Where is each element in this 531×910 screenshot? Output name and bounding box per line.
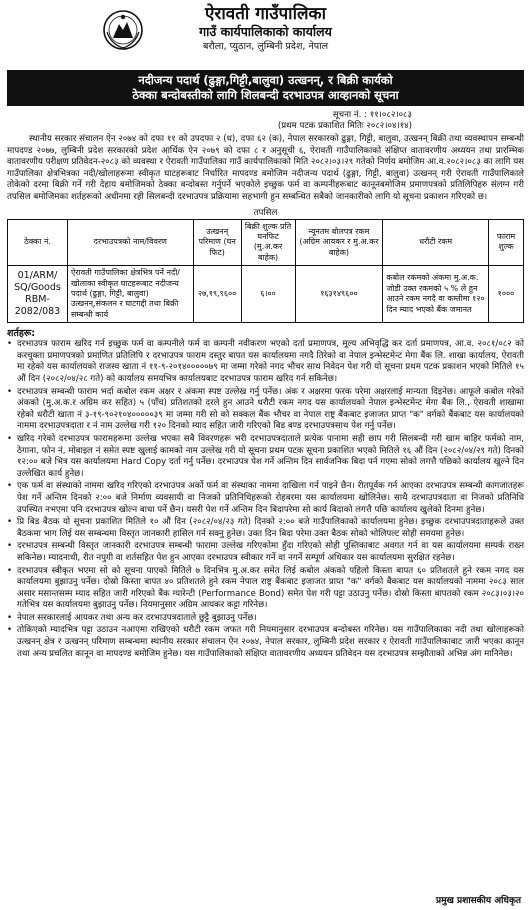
terms-list xyxy=(7,339,524,660)
notice-title-banner xyxy=(7,70,524,106)
office-name: गाउँ कार्यपालिकाको कार्यालय xyxy=(199,24,332,39)
signature-title: प्रमुख प्रशासकीय अधिकृत xyxy=(435,896,521,906)
schedule-label: तपसिल xyxy=(253,207,278,218)
list-item: • दरभाउपत्र सम्बन्धी फाराम भर्दा कबोल रकम अक्षर र अंकमा स्पष्ट उल्लेख गर्नु पर्नेछ। अंक र अक्षरमा फरक परेमा अक्षरलाई मान्यता दिइनेछ। आफूले कबोल गरेको अंकको (मु.अ.क.र अग्रिम कर सहित) ५ (पाँच) प्रतिशतको दरले हुन आउने धरौटी रकम नगद यस कार्यालयको नेपाल इन्भेस्टमेन्ट मेगा बैंक लि., ऐरावती शाखामा रहेको धरौटी खाता नं ३-१९-९०२१०४०००००३९ मा जम्मा गरी सो को सक्कल बैंक भौचर वा नेपाल राष्ट्र बैंकबाट इजाजत प्राप्त "क" वर्गको बैंकबाट यस कार्यालयको नाममा दरभाउपत्रदाता र नं नाम उल्लेख गरी १२० दिनको म्याद सहित जारी गरिएको बिड बण्ड दरभाउपत्रसाथ पेश गर्नु पर्नेछ। xyxy=(7,387,524,433)
col-header-quantity: उत्खनन् परिमाण (घन फिट) xyxy=(193,219,241,266)
table-header-row xyxy=(8,219,524,266)
table-row xyxy=(8,266,524,323)
notice-reference xyxy=(7,110,524,132)
list-item: • एक फर्म वा संस्थाको नाममा खरिद गरिएको दरभाउपत्र अर्को फर्म वा संस्थाका नाममा दाखिला गर्न पाइने छैन। रीतपूर्वक गर्न आएका दरभाउपत्र सम्बन्धी कागजातहरू पेश गर्ने अन्तिम दिनको २:०० बजे निर्माण व्यवसायी वा निजको प्रतिनिधिहरूको रोहबरमा यस कार्यालयमा खोलिनेछ। साथै दरभाउपत्रदाता वा निजको प्रतिनिधि उपस्थित नभएमा पनि दरभाउपत्र खोल्न बाधा पर्ने छैन। यसरी पेश गर्ने अन्तिम दिन बिदापरेमा सो कार्य बिदाको लगत्तै पछि कार्यालय खुलेको दिनमा हुनेछ। xyxy=(7,481,524,516)
col-header-min-bid: न्यूनतम बोलपत्र रकम (अग्रिम आयकर र मु.अ.कर बाहेक) xyxy=(295,219,383,266)
contract-table xyxy=(7,219,524,324)
list-item: • दरभाउपत्र सम्बन्धी विस्तृत जानकारी दरभाउपत्र सम्बन्धी फारामा उल्लेख गरिएकोमा हुँदा गरिएको सोही पुस्तिकाबाट अवगत गर्न वा यस कार्यालयमा सम्पर्क राख्न सकिनेछ। म्यादनाधी, रीत नपुगी वा शर्तसहित पेश हुन आएका दरभाउपत्र स्वीकार गर्ने वा नगर्ने सम्पूर्ण अधिकार यस कार्यालयमा सुरक्षित रहनेछ। xyxy=(7,541,524,564)
col-header-rate: बिक्री शुल्क प्रति घनफिट (मु.अ.कर बाहेक) xyxy=(241,219,295,266)
nepal-government-emblem-icon xyxy=(99,8,147,52)
list-item: • प्रि बिड बैठक यो सूचना प्रकाशित मितिले १० औं दिन (२०८२/०४/२३ गते) दिनको २:०० बजे गाउँपालिकाको कार्यालयमा हुनेछ। इच्छुक दरभाउपत्रदाताहरूले उक्त बैठकमा भाग लिई यस सम्बन्धमा विस्तृत जानकारी हासिल गर्न सक्नु हुनेछ। उक्त दिन बिदा परेमा उक्त बैठक सोको भोलिपल्ट सोही समयमा हुनेछ। xyxy=(7,517,524,540)
cell-form-fee: १००० xyxy=(489,266,524,323)
intro-paragraph: स्थानीय सरकार संचालन ऐन २०७४ को दफा ११ को उपदफा २ (ध), दफा ६२ (क), नेपाल सरकारको ढुङ्गा, गिट्टी, बालुवा, उत्खनन् बिक्री तथा व्यवस्थापन सम्बन्धी मापदण्ड २०७७, लुम्बिनी प्रदेश सरकारको प्रदेश आर्थिक ऐन २०७९ को दफा ८ र अनुसूची ६, ऐरावती गाउँपालिकाको संक्षिप्त वातावरणीय अध्ययन तथा प्रारम्भिक वातावरणीय परीक्षण प्रतिवेदन-२०८३ को व्यवस्था र ऐरावती गाउँपालिका गाउँ कार्यपालिकाको मिति २०८२।०३।२९ गतेको निर्णय बमोजिम आ.व.२०८२।०८३ का लागि यस गाउँपालिका क्षेत्रभित्रका नदी/खोलाहरूमा स्वीकृत घाटहरूबाट निर्धारित मापदण्ड बमोजिम नदीजन्य पदार्थ (ढुङ्गा, गिट्टी, बालुवा) उत्खनन् गरी ऐरावती गाउँपालिकाले तोकेको दरमा बिक्री गर्ने गरी देहाय बमोजिमको ठेक्का बन्दोबस्त गर्नुपर्ने भएकोले इच्छुक फर्म वा कम्पनीहरूबाट कानूनबमोजिम प्रमाणपत्रको प्रतिलिपिहरु संलग्न गरी तपसिल बमोजिमका शर्तहरूको अधीनमा रही सिलबन्दी दरभाउपत्र प्रक्रियामा सहभागी हुन सम्बन्धित सबैको जानकारीको लागि यो सूचना प्रकाशन गरिएको छ। xyxy=(7,134,524,202)
cell-min-bid: १६३१४९६०० xyxy=(295,266,383,323)
col-header-contract-no: ठेक्का नं. xyxy=(8,219,68,266)
cell-description: ऐरावती गाउँपालिका क्षेत्रभित्र पर्ने नदी/खोलाका स्वीकृत घाटहरूबाट नदीजन्य पदार्थ (ढुङ्गा, गिट्टी, बालुवा) उत्खनन्,संकलन र घाटगद्दी तथा बिक्री सम्बन्धी कार्य xyxy=(67,266,193,323)
municipality-name: ऐरावती गाउँपालिका xyxy=(205,4,326,24)
list-item: • दरभाउपत्र फाराम खरिद गर्न इच्छुक फर्म वा कम्पनीले फर्म वा कम्पनी नवीकरण भएको दर्ता प्रमाणपत्र, मूल्य अभिवृद्धि कर दर्ता प्रमाणपत्र, आ.व. २०८१/०८२ को करचुक्ता प्रमाणपत्रको प्रमाणित प्रतिलिपि र दरभाउपत्र फाराम दस्तुर बापत यस कार्यालयमा नगदै तिरेको वा नेपाल इन्भेस्टमेन्ट मेगा बैंक लि. शाखा कार्यालय, ऐरावती मा रहेको यस कार्यालयको राजस्व खाता नं ११-९-२०१४०००००७९ मा जम्मा गरेको नगद भौचर साथ निवेदन पेश गरी यो सूचना प्रथम पटक प्रकाशन भएको मितिले १५ औं दिन (२०८२/०४/२८ गते) को कार्यालय समयभित्र कार्यालयबाट दरभाउपत्र फाराम खरिद गर्न सकिनेछ। xyxy=(7,339,524,385)
notice-number: सूचना नं. : ११।०८२।०८३ xyxy=(332,110,412,120)
list-item: • खरिद गरेको दरभाउपत्र फारामहरूमा उल्लेख भएका सबै विवरणहरू भरी दरभाउपत्रदाताले प्रत्येक पानामा सही छाप गरी सिलबन्दी गरी खाम बाहिर फर्मको नाम, ठेगाना, फोन नं, मोबाइल नं समेत स्पष्ट खुलाई कामको नाम उल्लेख गरी यो सूचना प्रथम पटक सूचना प्रकाशित भएको मितिले १६ औं दिन (२०८२/०४/२९ गते) दिनको १२:०० बजे भित्र यस कार्यालयमा Hard Copy दर्ता गर्नु पर्नेछ। दरभाउपत्र पेश गर्ने अन्तिम दिन सार्वजनिक बिदा पर्न गएमा सोको लगत्तै पछिको कार्यालय खुल्ने दिन उल्लेखित कार्य हुनेछ। xyxy=(7,434,524,480)
col-header-description: दरभाउपत्रको नाम/विवरण xyxy=(67,219,193,266)
cell-contract-no: 01/ARM/ SQ/Goods RBM- 2082/083 xyxy=(8,266,68,323)
letterhead xyxy=(7,4,524,68)
cell-rate: ६।०० xyxy=(241,266,295,323)
notice-title-line2: ठेक्का बन्दोबस्तीको लागि शिलबन्दी दरभाउपत्र आव्हानको सूचना xyxy=(132,88,399,102)
list-item: • दरभाउपत्र स्वीकृत भएमा सो को सूचना पाएको मितिले ७ दिनभित्र मु.अ.कर समेत लिई कबोल अंकको पहिलो किस्ता बापत ६० प्रतिशतले हुने रकम नगद यस कार्यालयमा बुझाउनु पर्नेछ। दोस्रो किस्ता बापत ४० प्रतिशतले हुने रकम नेपाल राष्ट्र बैंकबाट इजाजत प्राप्त "क" वर्गको बैंकबाट यस कार्यालयको नाममा २०८३ साल असार मसान्तसम्म म्याद सहित जारी गरिएको बैंक ग्यारेन्टी (Performance Bond) समेत पेश गरी पट्टा उठाउनु पर्नेछ। दोस्रो किस्ता बापतको रकम २०८३।०३।२० गतेभित्र यस कार्यालयमा बुझाउनु पर्नेछ। नियमानुसार अग्रिम आयकर कट्टा गरिनेछ। xyxy=(7,566,524,612)
col-header-form-fee: फाराम शुल्क xyxy=(489,219,524,266)
notice-publish-date: (प्रथम पटक प्रकाशित मितिः २०८२।०४।१४) xyxy=(277,121,412,131)
notice-title-line1: नदीजन्य पदार्थ (ढुङ्गा,गिट्टी,बालुवा) उत्खनन्, र बिक्री कार्यको xyxy=(138,73,393,87)
col-header-deposit: धरौटी रकम xyxy=(383,219,489,266)
list-item: • तोकिएको म्यादभित्र पट्टा उठाउन नआएमा राखिएको धरौटी रकम जफत गरी नियमानुसार दरभाउपत्र बन्दोबस्त गरिनेछ। यस गाउँपालिकाका नदी तथा खोलाहरूको उत्खनन् क्षेत्र र उत्खनन् परिमाण सम्बन्धमा स्थानीय सरकार संचालन ऐन २०७४, नेपाल सरकार, लुम्बिनी प्रदेश सरकार र ऐरावती गाउँपालिकाबाट जारी भएका कानून तथा अन्य प्रचलित कानून वा मापदण्ड बमोजिम हुनेछ। यस गाउँपालिकाको संक्षिप्त वातावरणीय अध्ययन प्रतिवेदन यस दरभाउपत्र सम्झौताको अभिन्न अंग मानिनेछ। xyxy=(7,625,524,660)
list-item: • नेपाल सरकारलाई आयकर तथा अन्य कर दरभाउपत्रदाताले छुट्टै बुझाउनु पर्नेछ। xyxy=(7,613,524,625)
cell-deposit: कबोल रकमको अंकमा मु.अ.क. जोडी उक्त रकमको ५ % ले हुन आउने रकम नगदै वा कम्तीमा १२० दिन म्याद भएको बैंक जमानत xyxy=(383,266,489,323)
office-address: बरौला, प्युठान, लुम्बिनी प्रदेश, नेपाल xyxy=(202,41,329,52)
cell-quantity: २७,१९,९६०० xyxy=(193,266,241,323)
terms-heading: शर्तहरू: xyxy=(7,328,36,340)
